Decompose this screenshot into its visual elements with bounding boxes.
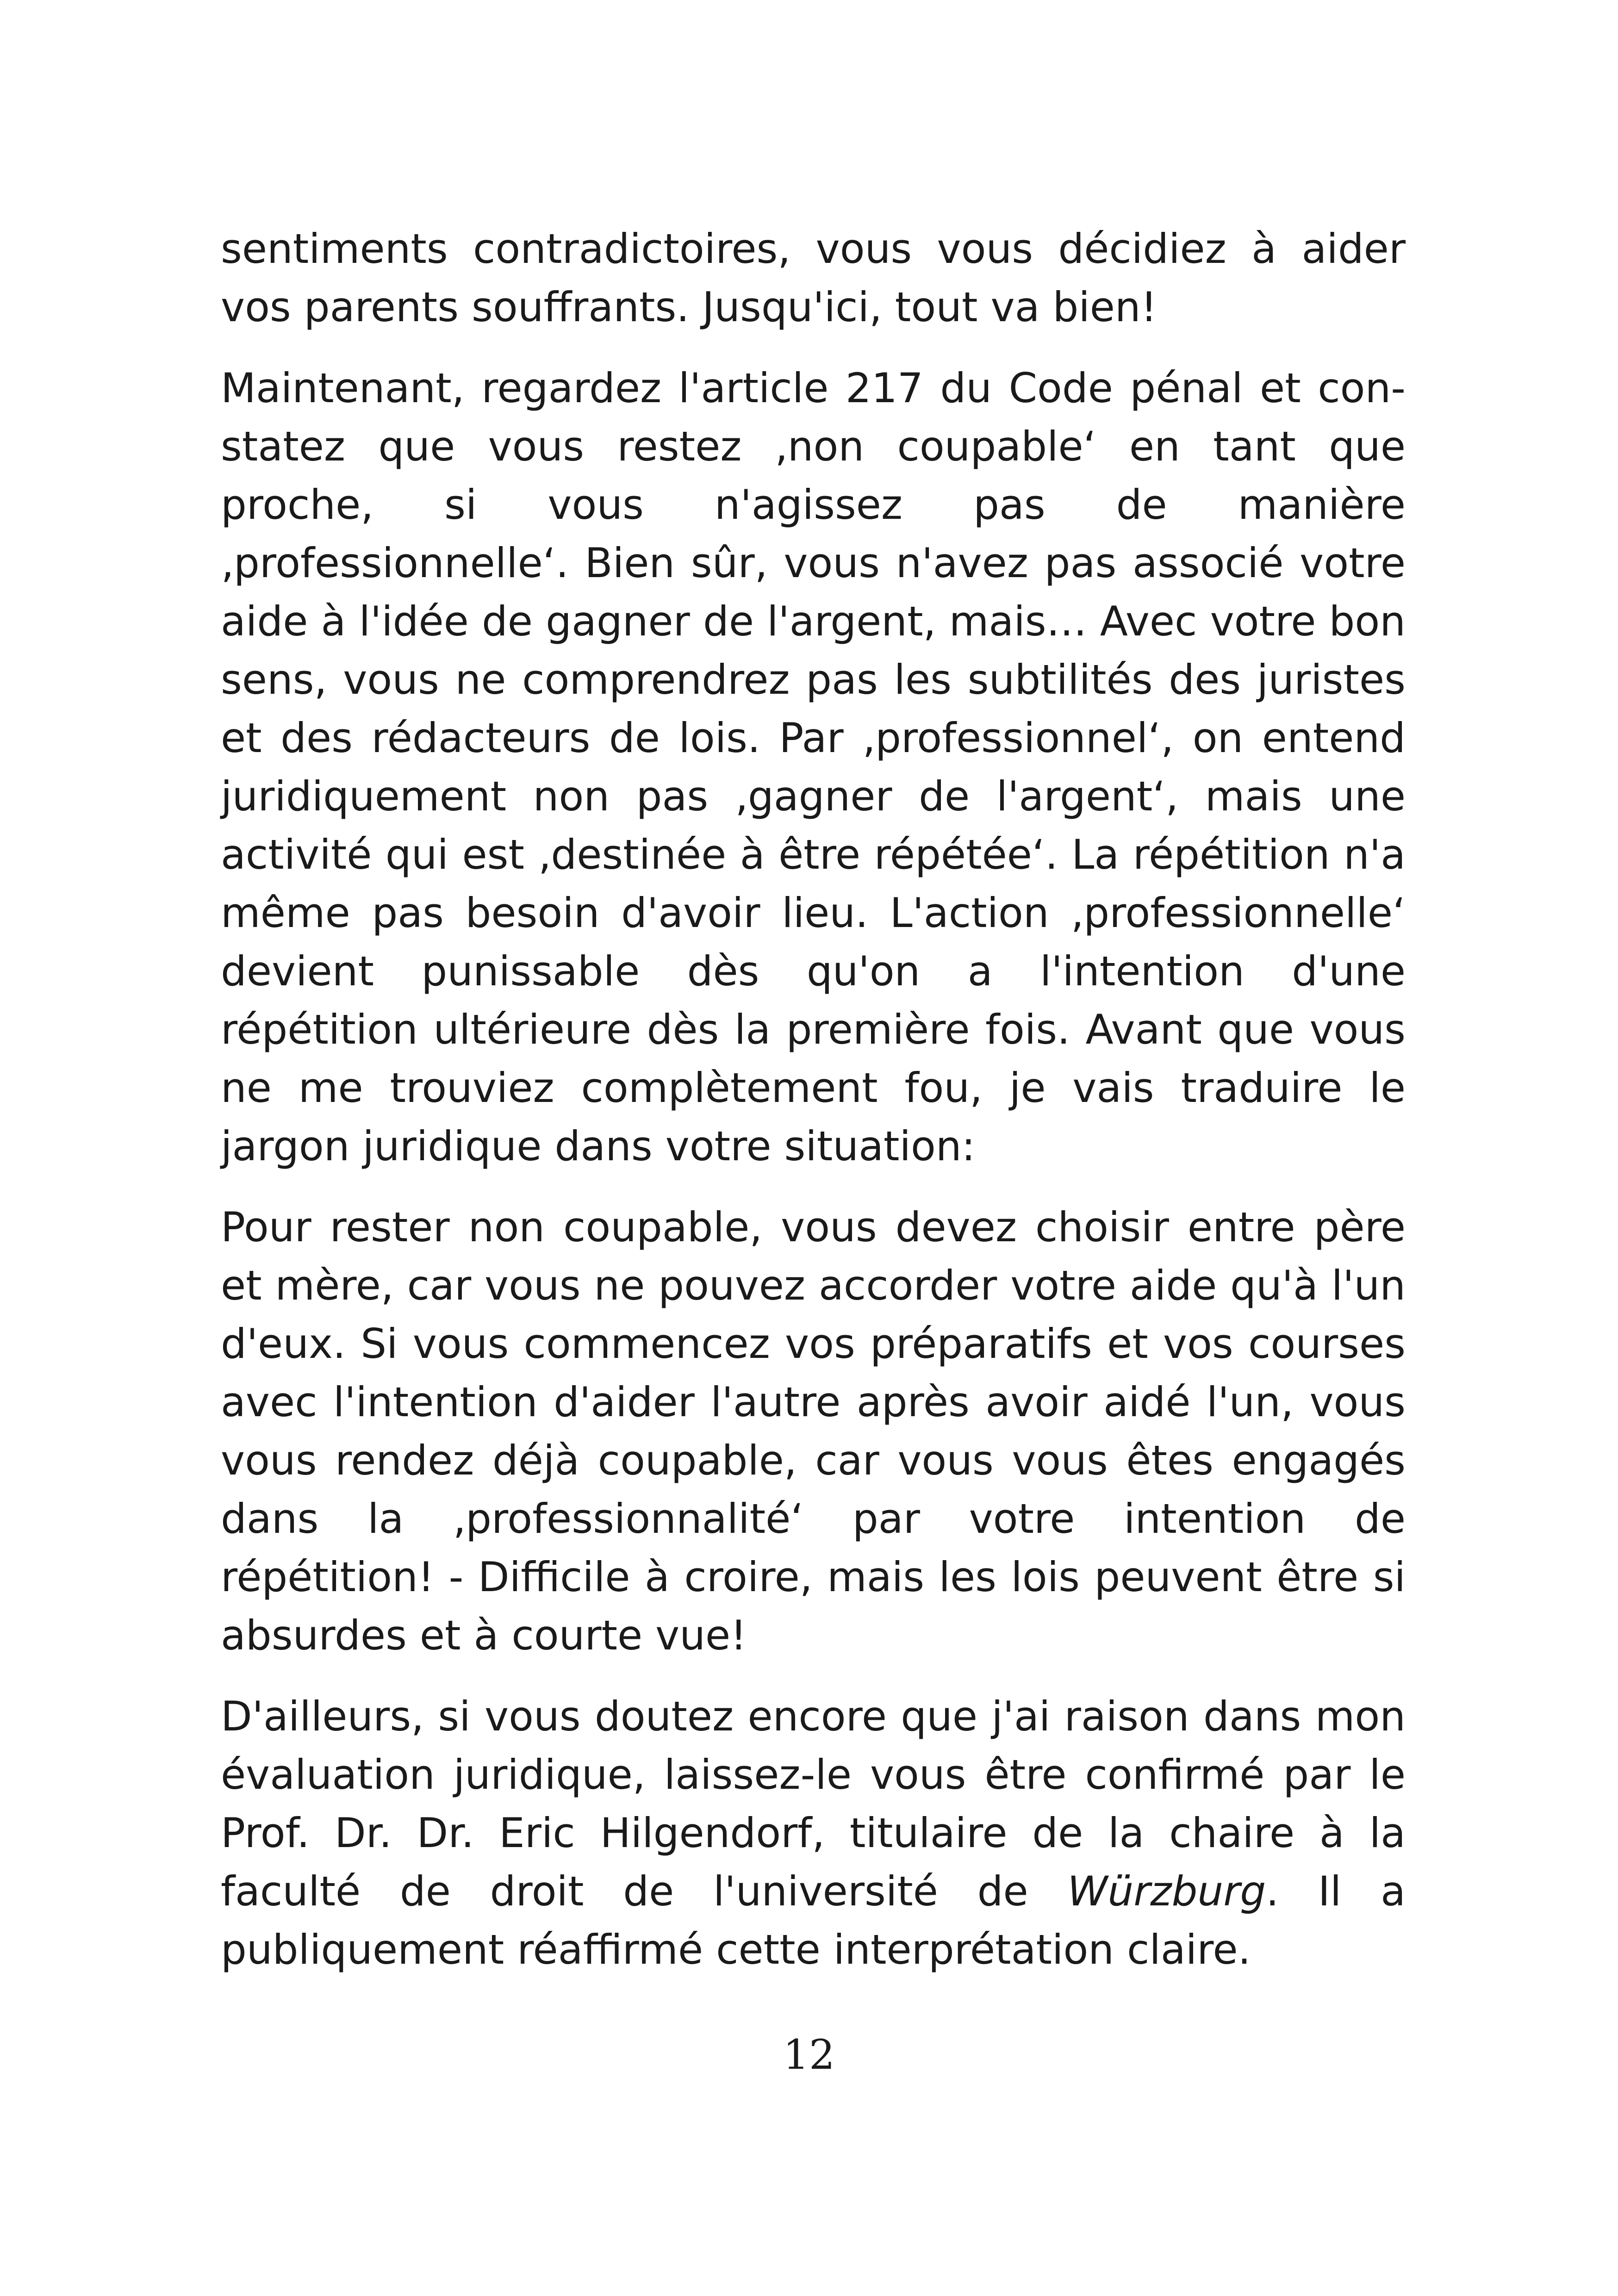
page-number: 12 (783, 2031, 835, 2078)
paragraph-text: Maintenant, regardez l'article 217 du Code pénal et constatez que vous restez ‚non coupable‘ en tant que proche, si vous n'agissez pas de manière ‚professionnelle‘. Bien sûr, vous n'avez pas associé votre aide à l'idée de gagner de l'argent, mais… Avec votre bon sens, vous ne comprendrez pas les subtilités des juristes et des rédacteurs de lois. Par ‚professionnel‘, on entend juridiquement non pas ‚gagner de l'argent‘, mais une activité qui est ‚destinée à être répétée‘. La répétition n'a même pas besoin d'avoir lieu. L'action ‚professionnelle‘ devient punissable dès qu'on a l'intention d'une répétition ultérieure dès la première fois. Avant que vous ne me trouviez complètement fou, je vais traduire le jargon juridique dans votre situation: (221, 364, 1406, 1170)
paragraph-text: sentiments contradictoires, vous vous décidiez à aider vos parents souffrants. Jusqu'ici, tout va bien! (221, 225, 1406, 331)
paragraph-text: . Il a publiquement réaffirmé cette interprétation claire. (221, 1867, 1406, 1973)
paragraph-text: Pour rester non coupable, vous devez choisir entre père et mère, car vous ne pouvez accorder votre aide qu'à l'un d'eux. Si vous commencez vos préparatifs et vos courses avec l'intention d'aider l'autre après avoir aidé l'un, vous vous rendez déjà coupable, car vous vous êtes engagés dans la ‚professionnalité‘ par votre intention de répétition! - Difficile à croire, mais les lois peuvent être si absurdes et à courte vue! (221, 1203, 1406, 1659)
paragraph-1 (221, 220, 1406, 336)
paragraph-3 (221, 1198, 1406, 1665)
paragraph-4 (221, 1687, 1406, 1979)
body-text (221, 220, 1406, 2002)
paragraph-2 (221, 359, 1406, 1176)
city-name-italic: Würzburg (1067, 1867, 1266, 1915)
paragraph-text: D'ailleurs, si vous doutez encore que j'ai raison dans mon évaluation juridique, laissez-le vous être confirmé par le Prof. Dr. Dr. Eric Hilgendorf, titulaire de la chaire à la faculté de droit de l'université de (221, 1692, 1406, 1915)
